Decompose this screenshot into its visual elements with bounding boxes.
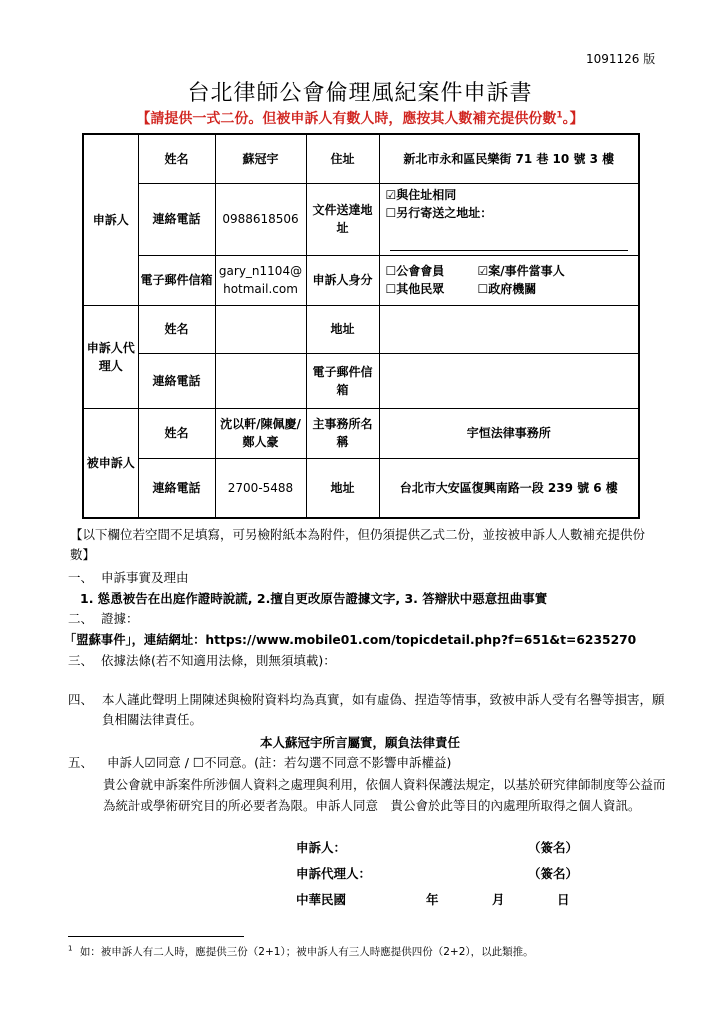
complainant-email[interactable]: gary_n1104@hotmail.com — [215, 255, 306, 305]
respondent-firm[interactable]: 宇恒法律事務所 — [379, 408, 639, 458]
identity-options — [379, 255, 639, 305]
footnote — [68, 944, 534, 959]
complainant-addr[interactable]: 新北市永和區民樂街 71 巷 10 號 3 樓 — [379, 134, 639, 183]
agent-name[interactable] — [215, 305, 306, 353]
identity-party-checkbox[interactable]: ☑案/事件當事人 — [477, 264, 565, 278]
section-5-text[interactable]: 申訴人☑同意 / ☐不同意。(註：若勾選不同意不影響申訴權益) — [107, 755, 452, 770]
complainant-phone[interactable]: 0988618506 — [215, 183, 306, 255]
date-roc-label: 中華民國 — [296, 892, 347, 907]
footnote-divider — [68, 936, 244, 937]
respondent-firm-label: 主事務所名稱 — [306, 408, 379, 458]
section-3-num: 三、 — [68, 653, 94, 668]
section-5-num: 五、 — [68, 755, 94, 770]
doc-addr-same-checkbox[interactable]: ☑與住址相同 — [385, 187, 457, 202]
version-label: 1091126 版 — [586, 52, 656, 66]
section-1-label: 申訴事實及理由 — [101, 570, 189, 585]
page-title: 台北律師公會倫理風紀案件申訴書 — [187, 81, 533, 106]
section-1-body[interactable]: 1. 慫恿被告在出庭作證時說謊, 2.擅自更改原告證據文字, 3. 答辯狀中惡意扭曲事實 — [80, 591, 548, 606]
section-4-num: 四、 — [68, 692, 94, 707]
doc-addr-other-line[interactable] — [390, 236, 629, 251]
doc-addr-options — [379, 183, 639, 255]
sign-complainant-signature[interactable]: （簽名） — [528, 840, 579, 855]
footnote-text: 如：被申訴人有二人時，應提供三份（2+1）；被申訴人有三人時應提供四份（2+2），以此類推。 — [79, 946, 534, 958]
identity-gov-checkbox[interactable]: ☐政府機關 — [477, 282, 537, 296]
notice-text: 【請提供一式二份。但被申訴人有數人時，應按其人數補充提供份數 — [136, 111, 557, 127]
agent-name-label: 姓名 — [138, 305, 215, 353]
section-2-heading — [68, 609, 139, 629]
agent-phone[interactable] — [215, 353, 306, 408]
agent-email[interactable] — [379, 353, 639, 408]
sign-agent-label: 申訴代理人： — [296, 866, 372, 881]
respondent-phone-label: 連絡電話 — [138, 458, 215, 518]
doc-addr-label: 文件送達地址 — [306, 183, 379, 255]
respondent-section-label: 被申訴人 — [83, 408, 138, 518]
copies-notice — [0, 108, 720, 128]
section-4-text: 本人謹此聲明上開陳述與檢附資料均為真實，如有虛偽、捏造等情事，致被申訴人受有名譽等損害，願負相關法律責任。 — [102, 692, 665, 727]
complainant-identity-label: 申訴人身分 — [306, 255, 379, 305]
section-2-label: 證據： — [101, 611, 139, 626]
date-day-label: 日 — [557, 892, 570, 907]
agent-email-label: 電子郵件信箱 — [306, 353, 379, 408]
agent-section-label: 申訴人代理人 — [83, 305, 138, 408]
notice-footnote-ref: 1 — [556, 110, 563, 121]
respondent-phone[interactable]: 2700-5488 — [215, 458, 306, 518]
sign-agent-signature[interactable]: （簽名） — [528, 866, 579, 881]
agent-addr[interactable] — [379, 305, 639, 353]
agent-addr-label: 地址 — [306, 305, 379, 353]
respondent-names[interactable]: 沈以軒/陳佩慶/鄭人豪 — [215, 408, 306, 458]
complainant-email-label: 電子郵件信箱 — [138, 255, 215, 305]
complainant-addr-label: 住址 — [306, 134, 379, 183]
complainant-phone-label: 連絡電話 — [138, 183, 215, 255]
complaint-form-table — [82, 133, 640, 519]
section-3-heading — [68, 651, 336, 671]
doc-addr-other-checkbox[interactable]: ☐另行寄送之地址： — [385, 205, 493, 220]
respondent-addr[interactable]: 台北市大安區復興南路一段 239 號 6 樓 — [379, 458, 639, 518]
agent-phone-label: 連絡電話 — [138, 353, 215, 408]
footnote-number: 1 — [68, 944, 73, 953]
notice-end: 。】 — [562, 111, 584, 127]
complainant-name[interactable]: 蘇冠宇 — [215, 134, 306, 183]
sign-complainant-label: 申訴人： — [296, 840, 347, 855]
date-year-label: 年 — [426, 892, 439, 907]
section-4 — [68, 690, 668, 730]
date-month-label: 月 — [492, 892, 505, 907]
respondent-addr-label: 地址 — [306, 458, 379, 518]
identity-public-checkbox[interactable]: ☐其他民眾 — [385, 282, 445, 296]
complainant-name-label: 姓名 — [138, 134, 215, 183]
attachment-note: 【以下欄位若空間不足填寫，可另檢附紙本為附件，但仍須提供乙式二份，並按被申訴人人數補充提供份數】 — [70, 527, 646, 562]
identity-member-checkbox[interactable]: ☐公會會員 — [385, 264, 445, 278]
section-5-body: 貴公會就申訴案件所涉個人資料之處理與利用，依個人資料保護法規定，以基於研究律師制度等公益而為統計或學術研究目的所必要者為限。申訴人同意 貴公會於此等目的內處理所取得之個人資訊。 — [103, 777, 666, 813]
section-5-heading — [68, 753, 451, 773]
section-2-num: 二、 — [68, 611, 94, 626]
section-1-heading — [68, 568, 189, 588]
declaration: 本人蘇冠宇所言屬實，願負法律責任 — [259, 735, 460, 750]
section-3-label: 依據法條(若不知適用法條，則無須填載)： — [101, 653, 336, 668]
section-2-body[interactable]: 「盟蘇事件」，連結網址：https://www.mobile01.com/topicdetail.php?f=651&t=6235270 — [64, 633, 637, 647]
respondent-name-label: 姓名 — [138, 408, 215, 458]
complainant-section-label: 申訴人 — [83, 134, 138, 305]
section-1-num: 一、 — [68, 570, 94, 585]
